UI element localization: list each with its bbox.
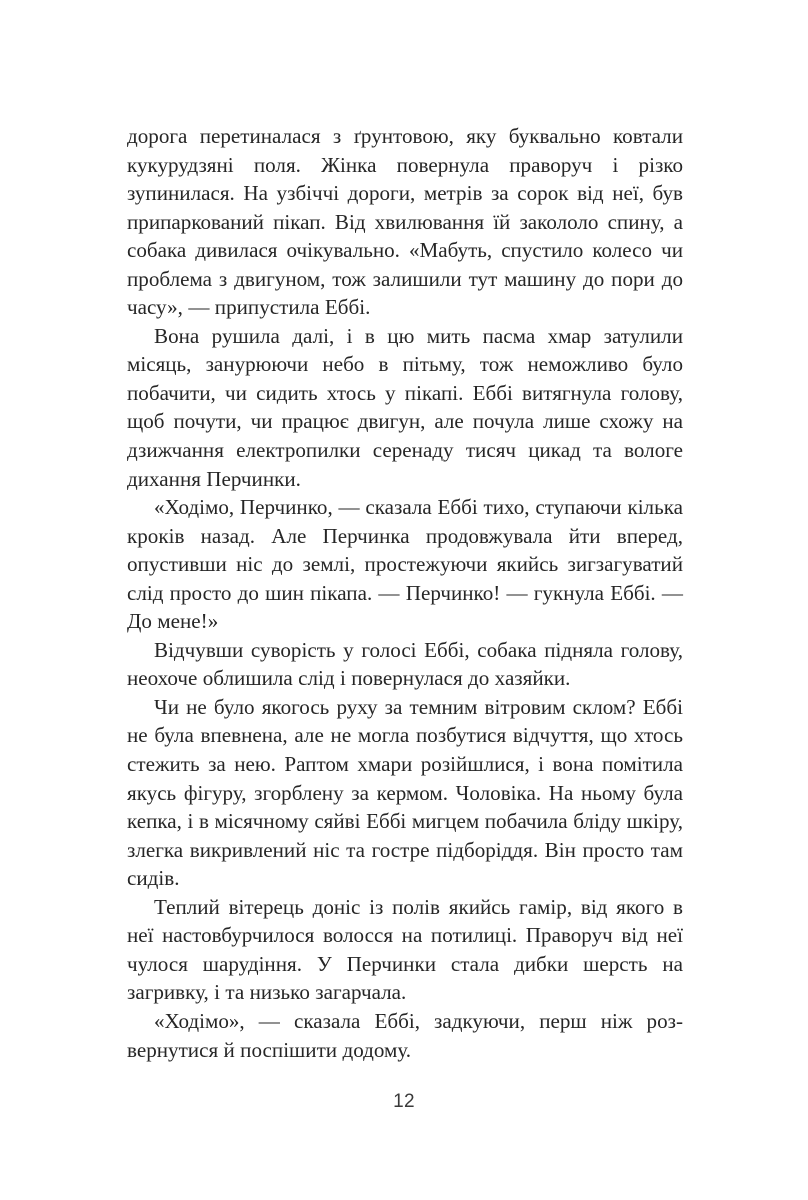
paragraph-6: Теплий вітерець доніс із полів якийсь гамір, від якого в неї настовбурчилося волосся на потилиці. Праворуч від неї чулося шарудіння. У Перчинки стала дибки шерсть на загривку, і та низько загарчала. [127, 894, 683, 1005]
paragraph-4: Відчувши суворість у голосі Еббі, собака підняла голову, неохоче облишила слід і повернулася до хазяйки. [127, 637, 683, 691]
page-number: 12 [393, 1091, 415, 1112]
paragraph-7: «Ходімо», — сказала Еббі, задкуючи, перш ніж розвернутися й поспішити додому. [127, 1008, 683, 1062]
paragraph-2: Вона рушила далі, і в цю мить пасма хмар затулили місяць, занурюючи небо в пітьму, тож неможливо було побачити, чи сидить хтось у пікапі. Еббі витягнула голову, щоб почути, чи працює двигун, але почула лише схожу на дзижчання електропилки серенаду тисяч цикад та вологе дихання Перчинки. [127, 323, 683, 491]
paragraph-3: «Ходімо, Перчинко, — сказала Еббі тихо, ступаючи кілька кроків назад. Але Перчинка продовжувала йти вперед, опустивши ніс до землі, простежуючи якийсь зигзагуватий слід просто до шин пікапа. — Перчинко! — гукнула Еббі. — До мене!» [127, 495, 683, 634]
page-body-text [127, 122, 683, 1064]
paragraph-5: Чи не було якогось руху за темним вітровим склом? Еббі не була впевнена, але не могла позбутися відчуття, що хтось стежить за нею. Раптом хмари розійшлися, і вона помітила якусь фігуру, згорблену за кермом. Чоловіка. На ньому була кепка, і в місячному сяйві Еббі мигцем побачила бліду шкіру, злегка викривлений ніс та гостре підборіддя. Він просто там сидів. [127, 694, 683, 891]
paragraph-1: дорога перетиналася з ґрунтовою, яку буквально ковтали кукурудзяні поля. Жінка повернула праворуч і різко зупинилася. На узбіччі дороги, метрів за сорок від неї, був припаркований пікап. Від хвилювання їй закололо спину, а собака дивилася очікувально. «Мабуть, спустило колесо чи проблема з двигуном, тож залишили тут машину до пори до часу», — припустила Еббі. [127, 124, 683, 320]
